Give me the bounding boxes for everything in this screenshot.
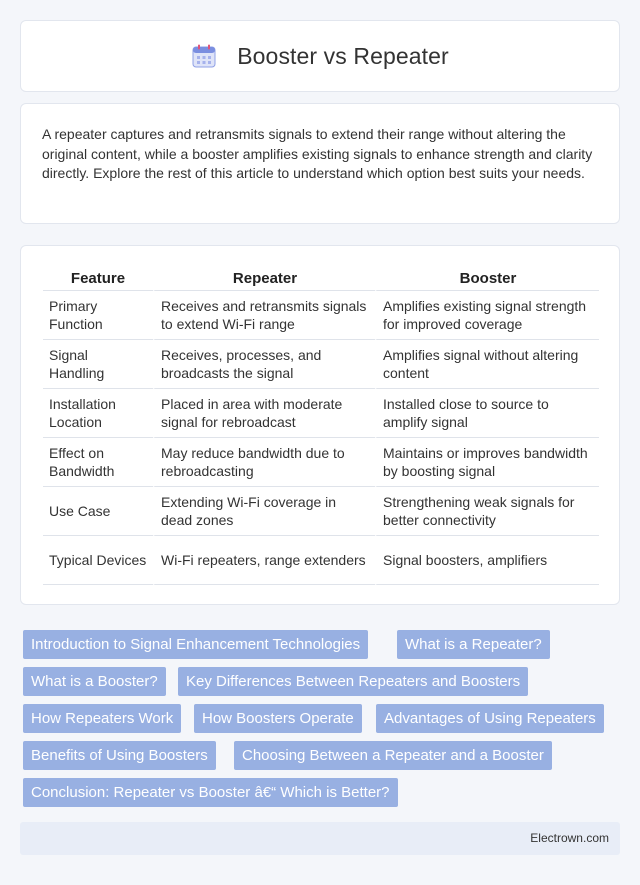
table-row [43, 340, 599, 389]
cell-feature: Effect on Bandwidth [43, 438, 153, 487]
footer-site-name: Electrown.com [530, 831, 609, 845]
cell-repeater: Wi-Fi repeaters, range extenders [153, 536, 375, 585]
tag-introduction[interactable]: Introduction to Signal Enhancement Technologies [23, 630, 368, 659]
cell-booster: Signal boosters, amplifiers [375, 536, 599, 585]
comparison-table [43, 263, 599, 585]
intro-section [20, 103, 620, 224]
tag-benefits-boosters[interactable]: Benefits of Using Boosters [23, 741, 216, 770]
tag-choosing[interactable]: Choosing Between a Repeater and a Booster [234, 741, 552, 770]
header-booster: Booster [375, 263, 599, 291]
tag-what-is-repeater[interactable]: What is a Repeater? [397, 630, 550, 659]
tag-how-boosters-operate[interactable]: How Boosters Operate [194, 704, 362, 733]
table-header-row [43, 263, 599, 291]
cell-feature: Signal Handling [43, 340, 153, 389]
intro-text: A repeater captures and retransmits signals to extend their range without altering the original content, while a booster amplifies existing signals to enhance strength and clarity directly. Explore the rest of this article to understand which option best suits your needs. [42, 126, 593, 181]
cell-repeater: Receives, processes, and broadcasts the signal [153, 340, 375, 389]
table-row [43, 487, 599, 536]
cell-feature: Use Case [43, 487, 153, 536]
cell-booster: Amplifies existing signal strength for improved coverage [375, 291, 599, 340]
table-row [43, 389, 599, 438]
cell-repeater: May reduce bandwidth due to rebroadcasting [153, 438, 375, 487]
cell-booster: Strengthening weak signals for better connectivity [375, 487, 599, 536]
tag-advantages-repeaters[interactable]: Advantages of Using Repeaters [376, 704, 604, 733]
header-feature: Feature [43, 263, 153, 291]
cell-repeater: Extending Wi-Fi coverage in dead zones [153, 487, 375, 536]
tag-key-differences[interactable]: Key Differences Between Repeaters and Boosters [178, 667, 528, 696]
table-row [43, 438, 599, 487]
cell-feature: Installation Location [43, 389, 153, 438]
cell-feature: Typical Devices [43, 536, 153, 585]
cell-feature: Primary Function [43, 291, 153, 340]
calendar-icon [191, 43, 217, 69]
cell-booster: Maintains or improves bandwidth by boosting signal [375, 438, 599, 487]
comparison-section [20, 245, 620, 605]
cell-booster: Installed close to source to amplify signal [375, 389, 599, 438]
table-row [43, 291, 599, 340]
footer [20, 822, 620, 855]
tag-conclusion[interactable]: Conclusion: Repeater vs Booster â€“ Which is Better? [23, 778, 398, 807]
cell-repeater: Placed in area with moderate signal for rebroadcast [153, 389, 375, 438]
tag-how-repeaters-work[interactable]: How Repeaters Work [23, 704, 181, 733]
table-row [43, 536, 599, 585]
page-header [20, 20, 620, 92]
tag-what-is-booster[interactable]: What is a Booster? [23, 667, 166, 696]
page-title: Booster vs Repeater [237, 42, 449, 69]
header-repeater: Repeater [153, 263, 375, 291]
cell-repeater: Receives and retransmits signals to extend Wi-Fi range [153, 291, 375, 340]
cell-booster: Amplifies signal without altering content [375, 340, 599, 389]
